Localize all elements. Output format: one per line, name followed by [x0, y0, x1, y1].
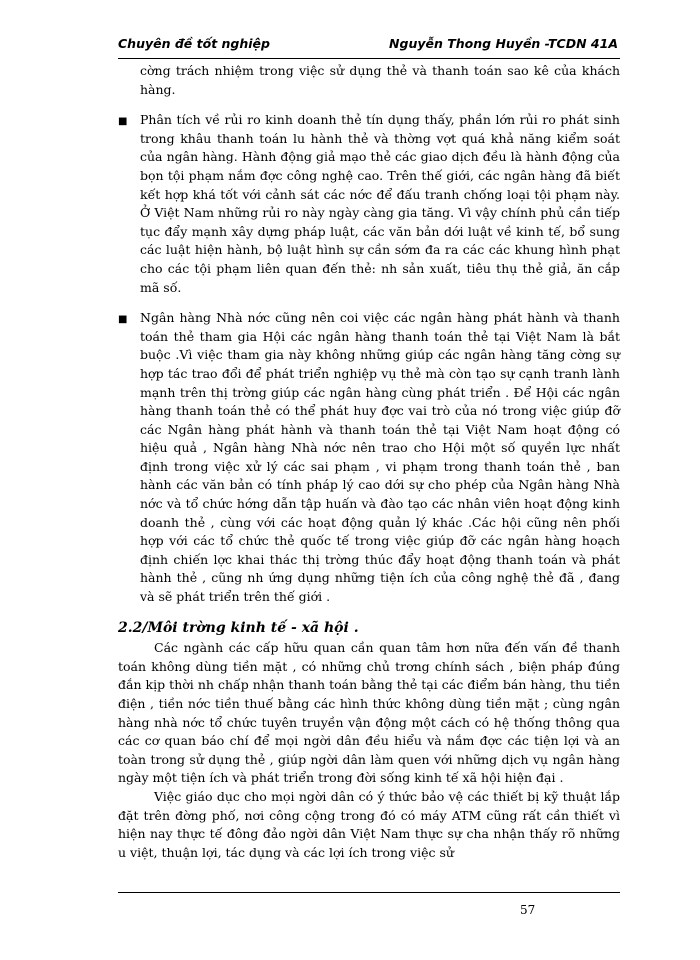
square-bullet-icon: ■ [118, 314, 128, 326]
page-header [118, 36, 618, 56]
page-body [118, 62, 620, 862]
bullet-text-risk: Phân tích về rủi ro kinh doanh thẻ tín dụng thấy, phần lớn rủi ro phát sinh trong khâu thanh toán lu hành thẻ và thờng vợt quá khả năng kiểm soát của ngân hàng. Hành động giả mạo thẻ các giao dịch đều là hành động của bọn tội phạm nắm đợc công nghệ cao. Trên thế giới, các ngân hàng đã biết kết hợp khá tốt với cảnh sát các nớc để đấu tranh chống loại tội phạm này. Ở Việt Nam những rủi ro này ngày càng gia tăng. Vì vậy chính phủ cần tiếp tục đẩy mạnh xây dựng pháp luật, các văn bản dới luật về kinh tế, bổ sung các luật hiện hành, bộ luật hình sự cần sớm đa ra các các khung hình phạt cho các tội phạm liên quan đến thẻ: nh sản xuất, tiêu thụ thẻ giả, ăn cắp mã số. [140, 112, 620, 295]
header-divider [118, 58, 620, 59]
footer-divider [118, 892, 620, 893]
page-number: 57 [520, 903, 536, 917]
continuation-paragraph: cờng trách nhiệm trong việc sử dụng thẻ và thanh toán sao kê của khách hàng. [140, 63, 620, 97]
bullet-text-state-bank: Ngân hàng Nhà nớc cũng nên coi việc các ngân hàng phát hành và thanh toán thẻ tham gia Hội các ngân hàng thanh toán thẻ tại Việt Nam là bắt buộc .Vì việc tham gia này không những giúp các ngân hàng tăng cờng sự hợp tác trao đổi để phát triển nghiệp vụ thẻ mà còn tạo sự cạnh tranh lành mạnh trên thị trờng giúp các ngân hàng cùng phát triển . Để Hội các ngân hàng thanh toán thẻ có thể phát huy đợc vai trò của nó trong việc giúp đỡ các Ngân hàng phát hành và thanh toán thẻ tại Việt Nam hoạt động có hiệu quả , Ngân hàng Nhà nớc nên trao cho Hội một số quyền lực nhất định trong việc xử lý các sai phạm , vi phạm trong thanh toán thẻ , ban hành các văn bản có tính pháp lý cao dới sự cho phép của Ngân hàng Nhà nớc và tổ chức hớng dẫn tập huấn và đào tạo các nhân viên hoạt động kinh doanh thẻ , cùng với các hoạt động quản lý khác .Các hội cũng nên phối hợp với các tổ chức thẻ quốc tế trong việc giúp đỡ các ngân hàng hoạch định chiến lợc khai thác thị trờng thúc đẩy hoạt động thanh toán và phát hành thẻ , cũng nh ứng dụng những tiện ích của công nghệ thẻ đã , đang và sẽ phát triển trên thế giới . [140, 310, 620, 605]
section-heading: 2.2/Môi trờng kinh tế - xã hội . [118, 619, 359, 636]
paragraph-policy: Các ngành các cấp hữu quan cần quan tâm hơn nữa đến vấn đề thanh toán không dùng tiền mặt , có những chủ trơng chính sách , biện pháp đúng đắn kịp thời nh chấp nhận thanh toán bằng thẻ tại các điểm bán hàng, thu tiền điện , tiền nớc tiền thuế bằng các hình thức không dùng tiền mặt ; cùng ngân hàng nhà nớc tổ chức tuyên truyền vận động một cách có hệ thống thông qua các cơ quan báo chí để mọi ngời dân đều hiểu và nắm đợc các tiện lợi và an toàn trong sử dụng thẻ , giúp ngời dân làm quen với những dịch vụ ngân hàng ngày một tiện ích và phát triển trong đời sống kinh tế xã hội hiện đại . [118, 640, 620, 786]
header-document-type: Chuyên đề tốt nghiệp [118, 36, 270, 51]
header-author: Nguyễn Thong Huyền -TCDN 41A [389, 36, 618, 51]
bullet-item-state-bank [118, 309, 620, 607]
square-bullet-icon: ■ [118, 116, 128, 128]
paragraph-education: Việc giáo dục cho mọi ngời dân có ý thức bảo vệ các thiết bị kỹ thuật lắp đặt trên đờng phố, nơi công cộng trong đó có máy ATM cũng rất cần thiết vì hiện nay thực tế đông đảo ngời dân Việt Nam thực sự cha nhận thấy rõ những u việt, thuận lợi, tác dụng và các lợi ích trong việc sử [118, 788, 620, 860]
bullet-item-risk [118, 111, 620, 297]
